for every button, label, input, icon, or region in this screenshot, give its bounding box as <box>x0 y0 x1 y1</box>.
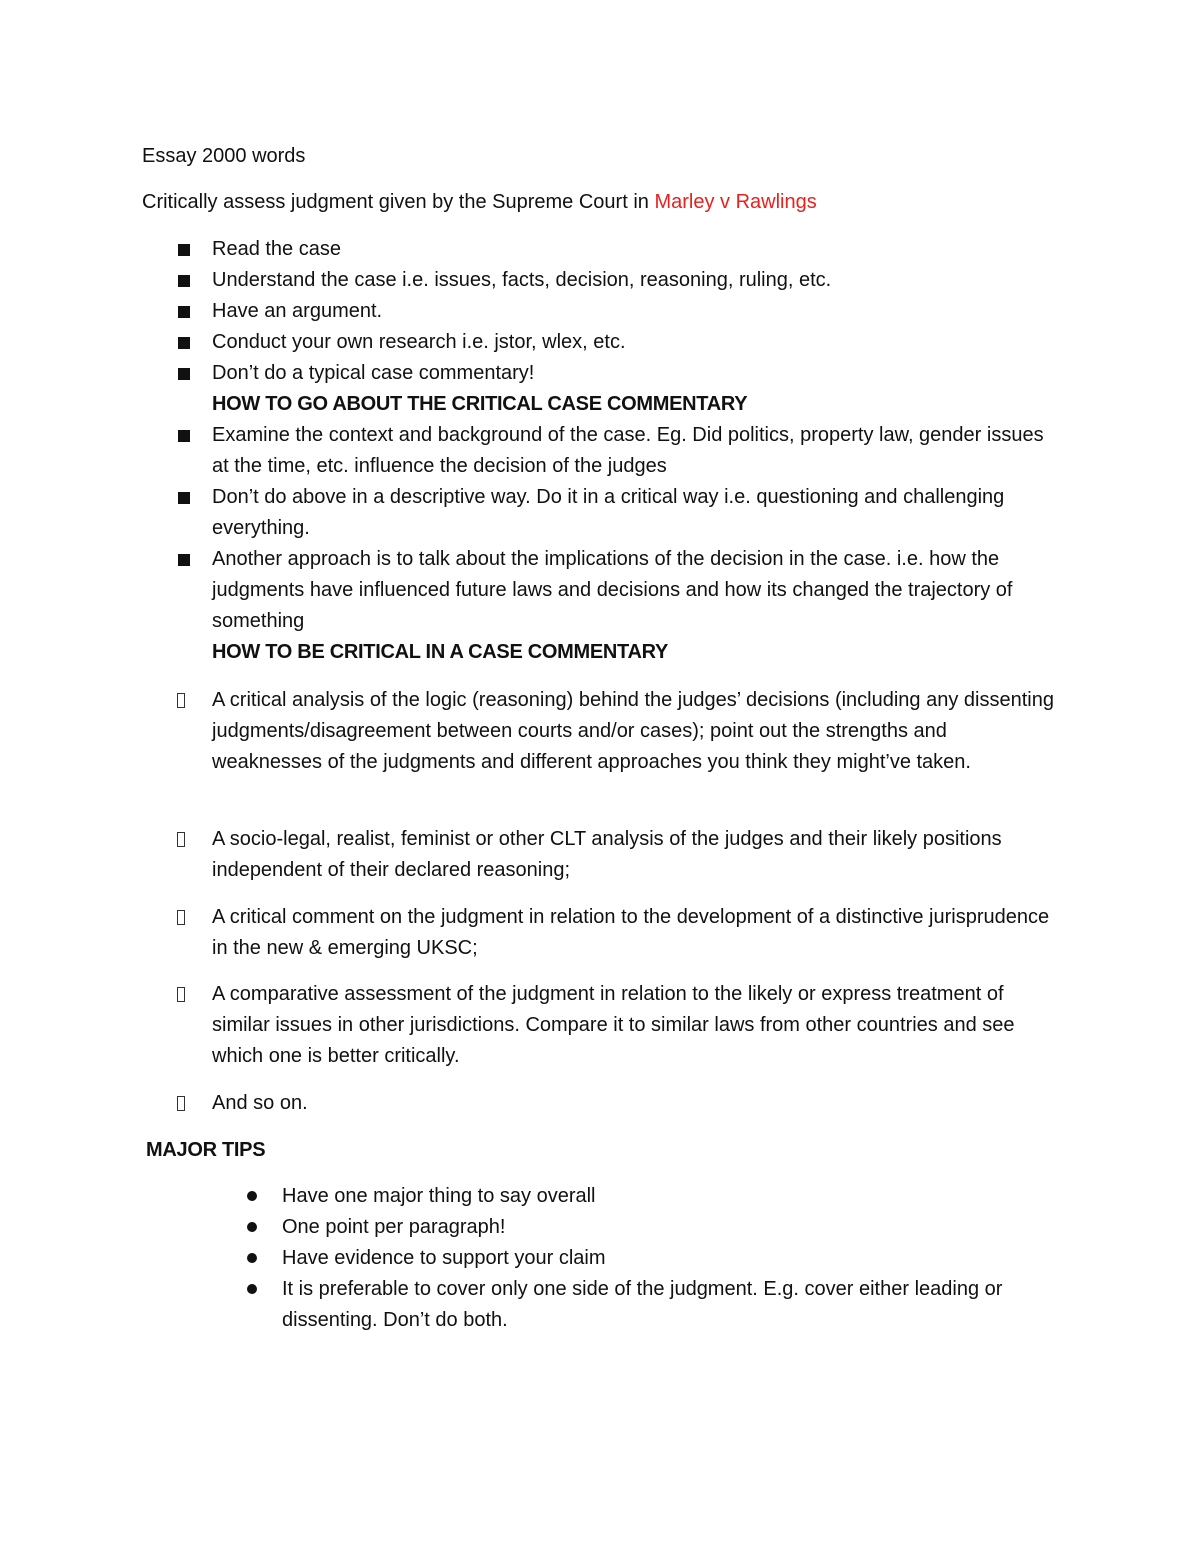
square-bullet-icon <box>178 306 190 318</box>
round-bullet-icon <box>247 1191 257 1201</box>
list-item: Read the case <box>212 238 341 260</box>
missing-glyph-bullet-icon <box>177 987 185 1002</box>
round-bullet-icon <box>247 1222 257 1232</box>
prompt-text: Critically assess judgment given by the Supreme Court in <box>142 191 655 213</box>
list-item: One point per paragraph! <box>282 1216 506 1238</box>
case-name: Marley v Rawlings <box>654 191 817 213</box>
round-bullet-icon <box>247 1284 257 1294</box>
missing-glyph-bullet-icon <box>177 910 185 925</box>
essay-title: Essay 2000 words <box>142 145 306 167</box>
list-item: Examine the context and background of the case. Eg. Did politics, property law, gender issues at the time, etc. influence the decision of the judges <box>212 424 1044 477</box>
square-bullet-icon <box>178 244 190 256</box>
list-item: Conduct your own research i.e. jstor, wlex, etc. <box>212 331 626 353</box>
missing-glyph-bullet-icon <box>177 832 185 847</box>
essay-prompt <box>142 187 1062 218</box>
list-item: And so on. <box>212 1092 308 1114</box>
list-item: It is preferable to cover only one side of the judgment. E.g. cover either leading or dissenting. Don’t do both. <box>282 1278 1003 1331</box>
section-heading-about: HOW TO GO ABOUT THE CRITICAL CASE COMMENTARY <box>212 393 748 415</box>
list-item: Have one major thing to say overall <box>282 1185 596 1207</box>
list-item: A critical analysis of the logic (reasoning) behind the judges’ decisions (including any dissenting judgments/disagreement between courts and/or cases); point out the strengths and weaknesses of the judgments and different approaches you think they might’ve taken. <box>212 689 1054 773</box>
missing-glyph-bullet-icon <box>177 1096 185 1111</box>
missing-glyph-bullet-icon <box>177 693 185 708</box>
square-bullet-icon <box>178 554 190 566</box>
square-bullet-icon <box>178 337 190 349</box>
list-item: Have an argument. <box>212 300 383 322</box>
list-item: A socio-legal, realist, feminist or other CLT analysis of the judges and their likely positions independent of their declared reasoning; <box>212 828 1002 881</box>
round-bullet-icon <box>247 1253 257 1263</box>
square-bullet-icon <box>178 275 190 287</box>
list-item: Understand the case i.e. issues, facts, decision, reasoning, ruling, etc. <box>212 269 832 291</box>
section-heading-tips: MAJOR TIPS <box>146 1139 266 1161</box>
list-item: A critical comment on the judgment in relation to the development of a distinctive jurisprudence in the new & emerging UKSC; <box>212 906 1050 959</box>
list-item: Don’t do a typical case commentary! <box>212 362 535 384</box>
list-item: A comparative assessment of the judgment in relation to the likely or express treatment of similar issues in other jurisdictions. Compare it to similar laws from other countries and see which one is better critically. <box>212 983 1015 1067</box>
section-heading-critical: HOW TO BE CRITICAL IN A CASE COMMENTARY <box>212 641 669 663</box>
list-item: Don’t do above in a descriptive way. Do it in a critical way i.e. questioning and challenging everything. <box>212 486 1005 539</box>
square-bullet-icon <box>178 430 190 442</box>
list-item: Another approach is to talk about the implications of the decision in the case. i.e. how the judgments have influenced future laws and decisions and how its changed the trajectory of something <box>212 548 1013 632</box>
list-item: Have evidence to support your claim <box>282 1247 606 1269</box>
square-bullet-icon <box>178 492 190 504</box>
square-bullet-icon <box>178 368 190 380</box>
